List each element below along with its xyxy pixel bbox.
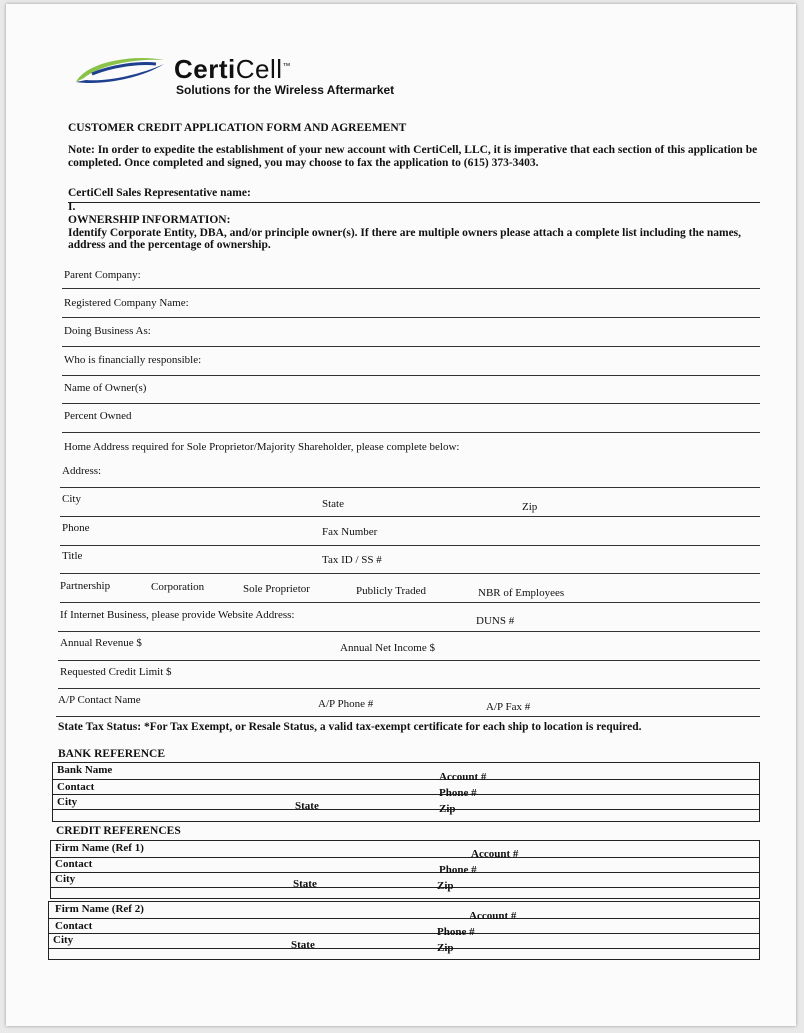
city-label: City	[62, 493, 81, 505]
registered-name-line[interactable]	[62, 317, 760, 318]
bank-city-label: City	[57, 796, 78, 808]
application-page	[6, 4, 796, 1026]
note-text: Note: In order to expedite the establishment of your new account with CertiCell, LLC, it is imperative that each section of this application be completed. Once completed and signed, you may choose to fax the application to (615) 373-3403.	[68, 144, 758, 169]
form-title: CUSTOMER CREDIT APPLICATION FORM AND AGREEMENT	[68, 122, 407, 134]
ref1-row-1[interactable]	[51, 841, 759, 858]
publicly-traded-option[interactable]: Publicly Traded	[356, 585, 426, 597]
section-heading: OWNERSHIP INFORMATION:	[68, 214, 231, 226]
dba-line[interactable]	[62, 346, 760, 347]
brand-name: CertiCell™	[174, 54, 292, 84]
credit-limit-line[interactable]	[58, 688, 760, 689]
zip-label: Zip	[522, 501, 538, 513]
sales-rep-label: CertiCell Sales Representative name:	[68, 187, 251, 199]
ref1-phone-label: Phone #	[439, 864, 477, 876]
bank-name-label: Bank Name	[57, 764, 113, 776]
ap-fax-label: A/P Fax #	[486, 701, 531, 713]
ref2-zip-label: Zip	[437, 942, 454, 954]
home-address-note: Home Address required for Sole Proprietor/Majority Shareholder, please complete below:	[64, 441, 460, 453]
fax-number-label: Fax Number	[322, 526, 378, 538]
ap-phone-label: A/P Phone #	[318, 698, 374, 710]
ref2-row-1[interactable]	[49, 902, 759, 919]
ref1-city-label: City	[55, 873, 76, 885]
website-duns-line[interactable]	[58, 631, 760, 632]
bank-row-2[interactable]	[53, 780, 759, 795]
annual-revenue-label: Annual Revenue $	[60, 637, 142, 649]
annual-net-income-label: Annual Net Income $	[340, 642, 435, 654]
ref2-account-label: Account #	[469, 910, 517, 922]
owner-names-label: Name of Owner(s)	[64, 382, 147, 394]
ref2-row-2[interactable]	[49, 919, 759, 934]
bank-contact-label: Contact	[57, 781, 95, 793]
city-state-zip-line[interactable]	[60, 516, 760, 517]
state-tax-status: State Tax Status: *For Tax Exempt, or Resale Status, a valid tax-exempt certificate for each ship to location is required.	[58, 721, 642, 733]
bank-phone-label: Phone #	[439, 787, 477, 799]
ref2-row-3[interactable]	[49, 934, 759, 949]
ref2-city-label: City	[53, 934, 74, 946]
tax-id-label: Tax ID / SS #	[322, 554, 382, 566]
financially-responsible-label: Who is financially responsible:	[64, 354, 202, 366]
ref2-state-label: State	[291, 939, 315, 951]
bank-zip-label: Zip	[439, 803, 456, 815]
nbr-employees-label: NBR of Employees	[478, 587, 565, 599]
ref2-contact-label: Contact	[55, 920, 93, 932]
partnership-option[interactable]: Partnership	[60, 580, 111, 592]
section-number: I.	[68, 201, 76, 213]
bank-row-3[interactable]	[53, 795, 759, 810]
ref2-firm-label: Firm Name (Ref 2)	[55, 903, 144, 915]
ref1-contact-label: Contact	[55, 858, 93, 870]
financially-responsible-line[interactable]	[62, 375, 760, 376]
section-description: Identify Corporate Entity, DBA, and/or principle owner(s). If there are multiple owners please attach a complete list including the names, address and the percentage of ownership.	[68, 227, 742, 251]
ref1-firm-label: Firm Name (Ref 1)	[55, 842, 144, 854]
registered-name-label: Registered Company Name:	[64, 297, 189, 309]
website-label: If Internet Business, please provide Website Address:	[60, 609, 295, 621]
duns-label: DUNS #	[476, 615, 515, 627]
bank-state-label: State	[295, 800, 319, 812]
state-label: State	[322, 498, 344, 510]
ref1-row-3[interactable]	[51, 873, 759, 888]
owner-names-line[interactable]	[62, 403, 760, 404]
sole-proprietor-option[interactable]: Sole Proprietor	[243, 583, 310, 595]
parent-company-line[interactable]	[62, 288, 760, 289]
percent-owned-label: Percent Owned	[64, 410, 132, 422]
ref1-zip-label: Zip	[437, 880, 454, 892]
bank-reference-table	[52, 762, 760, 822]
bank-row-1[interactable]	[53, 763, 759, 780]
title-taxid-line[interactable]	[60, 573, 760, 574]
ref2-phone-label: Phone #	[437, 926, 475, 938]
business-type-line[interactable]	[60, 602, 760, 603]
revenue-income-line[interactable]	[58, 660, 760, 661]
ref1-state-label: State	[293, 878, 317, 890]
credit-ref2-table	[48, 901, 760, 960]
phone-fax-line[interactable]	[60, 545, 760, 546]
ref1-account-label: Account #	[471, 848, 519, 860]
certicell-logo	[72, 50, 472, 100]
credit-ref1-table	[50, 840, 760, 899]
bank-account-label: Account #	[439, 771, 487, 783]
address-line[interactable]	[60, 487, 760, 488]
corporation-option[interactable]: Corporation	[151, 581, 205, 593]
brand-tagline: Solutions for the Wireless Aftermarket	[176, 83, 395, 97]
bank-reference-heading: BANK REFERENCE	[58, 748, 166, 760]
dba-label: Doing Business As:	[64, 325, 151, 337]
phone-label: Phone	[62, 522, 90, 534]
credit-references-heading: CREDIT REFERENCES	[56, 825, 181, 837]
ap-contact-line[interactable]	[56, 716, 760, 717]
credit-limit-label: Requested Credit Limit $	[60, 666, 172, 678]
ap-contact-label: A/P Contact Name	[58, 694, 141, 706]
sales-rep-line[interactable]	[68, 202, 760, 203]
address-label: Address:	[62, 465, 102, 477]
ref1-row-2[interactable]	[51, 858, 759, 873]
percent-owned-line[interactable]	[62, 432, 760, 433]
swoosh-logo-icon	[72, 52, 168, 90]
title-label: Title	[62, 550, 83, 562]
parent-company-label: Parent Company:	[64, 269, 141, 281]
